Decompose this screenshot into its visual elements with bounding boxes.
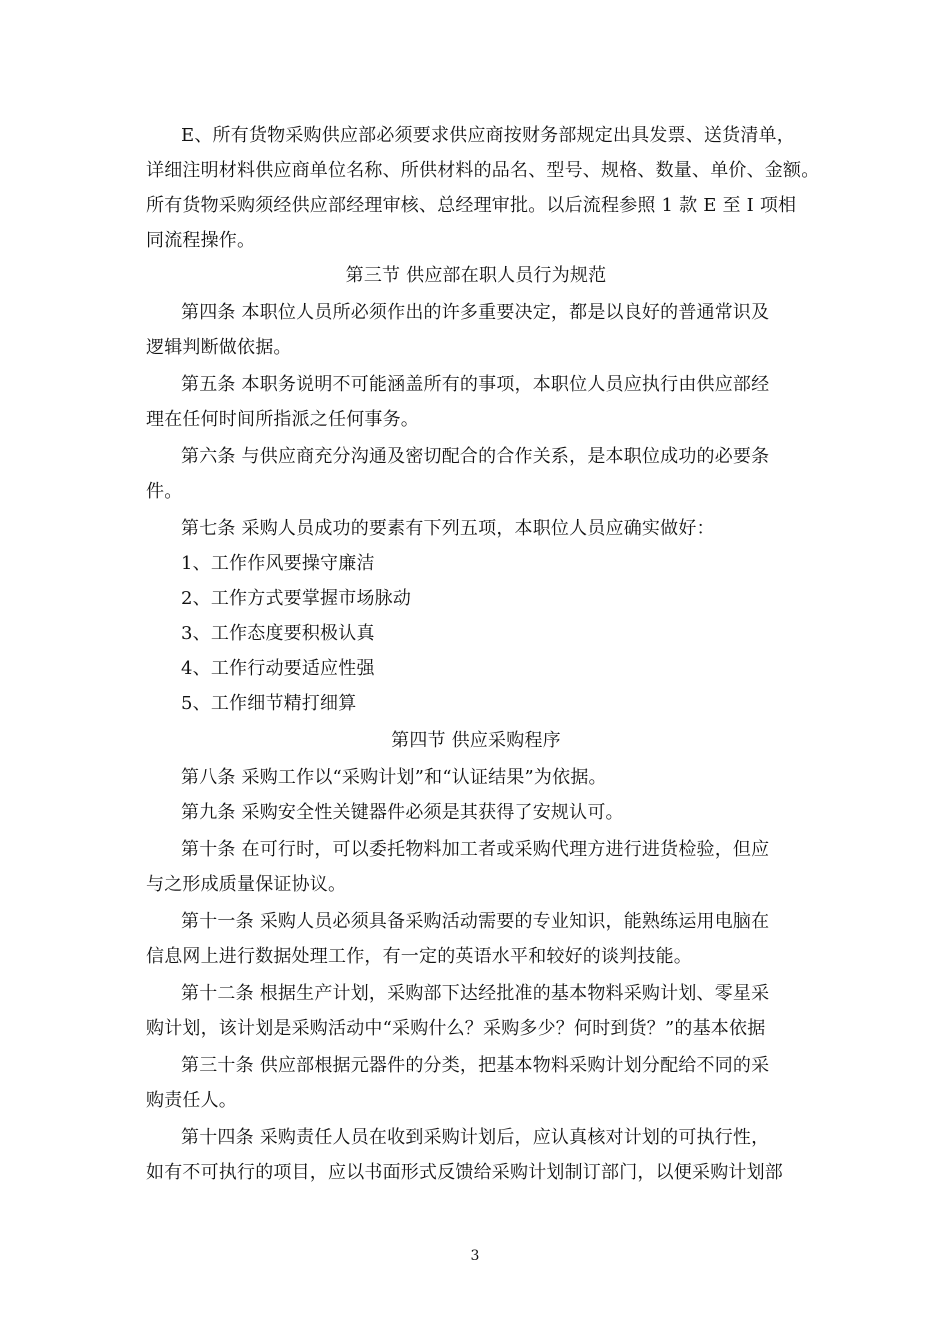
body-text-line: E、所有货物采购供应部必须要求供应商按财务部规定出具发票、送货清单， [181,125,795,146]
article-line: 第九条 采购安全性关键器件必须是其获得了安规认可。 [181,802,624,823]
article-line: 第十一条 采购人员必须具备采购活动需要的专业知识，能熟练运用电脑在 [181,911,770,932]
list-item: 4、工作行动要适应性强 [181,658,375,679]
body-text-line: 信息网上进行数据处理工作，有一定的英语水平和较好的谈判技能。 [146,946,692,967]
article-line: 第十二条 根据生产计划，采购部下达经批准的基本物料采购计划、零星采 [181,983,770,1004]
body-text-line: 购责任人。 [146,1090,237,1111]
body-text-line: 详细注明材料供应商单位名称、所供材料的品名、型号、规格、数量、单价、金额。 [146,160,820,181]
body-text-line: 件。 [146,481,183,502]
article-line: 第七条 采购人员成功的要素有下列五项，本职位人员应确实做好： [181,518,715,539]
list-item: 5、工作细节精打细算 [181,693,357,714]
body-text-line: 与之形成质量保证协议。 [146,874,347,895]
article-line: 第十条 在可行时，可以委托物料加工者或采购代理方进行进货检验，但应 [181,839,770,860]
list-item: 3、工作态度要积极认真 [181,623,375,644]
section-heading: 第三节 供应部在职人员行为规范 [345,265,607,286]
article-line: 第四条 本职位人员所必须作出的许多重要决定，都是以良好的普通常识及 [181,302,770,323]
body-text-line: 同流程操作。 [146,230,256,251]
body-text-line: 如有不可执行的项目，应以书面形式反馈给采购计划制订部门，以便采购计划部 [146,1162,783,1183]
body-text-line: 购计划，该计划是采购活动中“采购什么？采购多少？何时到货？”的基本依据 [146,1018,766,1039]
body-text-line: 逻辑判断做依据。 [146,337,292,358]
article-line: 第十四条 采购责任人员在收到采购计划后，应认真核对计划的可执行性， [181,1127,770,1148]
article-line: 第六条 与供应商充分沟通及密切配合的合作关系，是本职位成功的必要条 [181,446,770,467]
page-number: 3 [470,1248,480,1264]
list-item: 1、工作作风要操守廉洁 [181,553,375,574]
article-line: 第五条 本职务说明不可能涵盖所有的事项，本职位人员应执行由供应部经 [181,374,770,395]
body-text-line: 理在任何时间所指派之任何事务。 [146,409,419,430]
body-text-line: 所有货物采购须经供应部经理审核、总经理审批。以后流程参照 1 款 E 至 I 项相 [146,195,797,216]
article-line: 第三十条 供应部根据元器件的分类，把基本物料采购计划分配给不同的采 [181,1055,770,1076]
section-heading: 第四节 供应采购程序 [391,730,561,751]
list-item: 2、工作方式要掌握市场脉动 [181,588,412,609]
article-line: 第八条 采购工作以“采购计划”和“认证结果”为依据。 [181,767,607,788]
